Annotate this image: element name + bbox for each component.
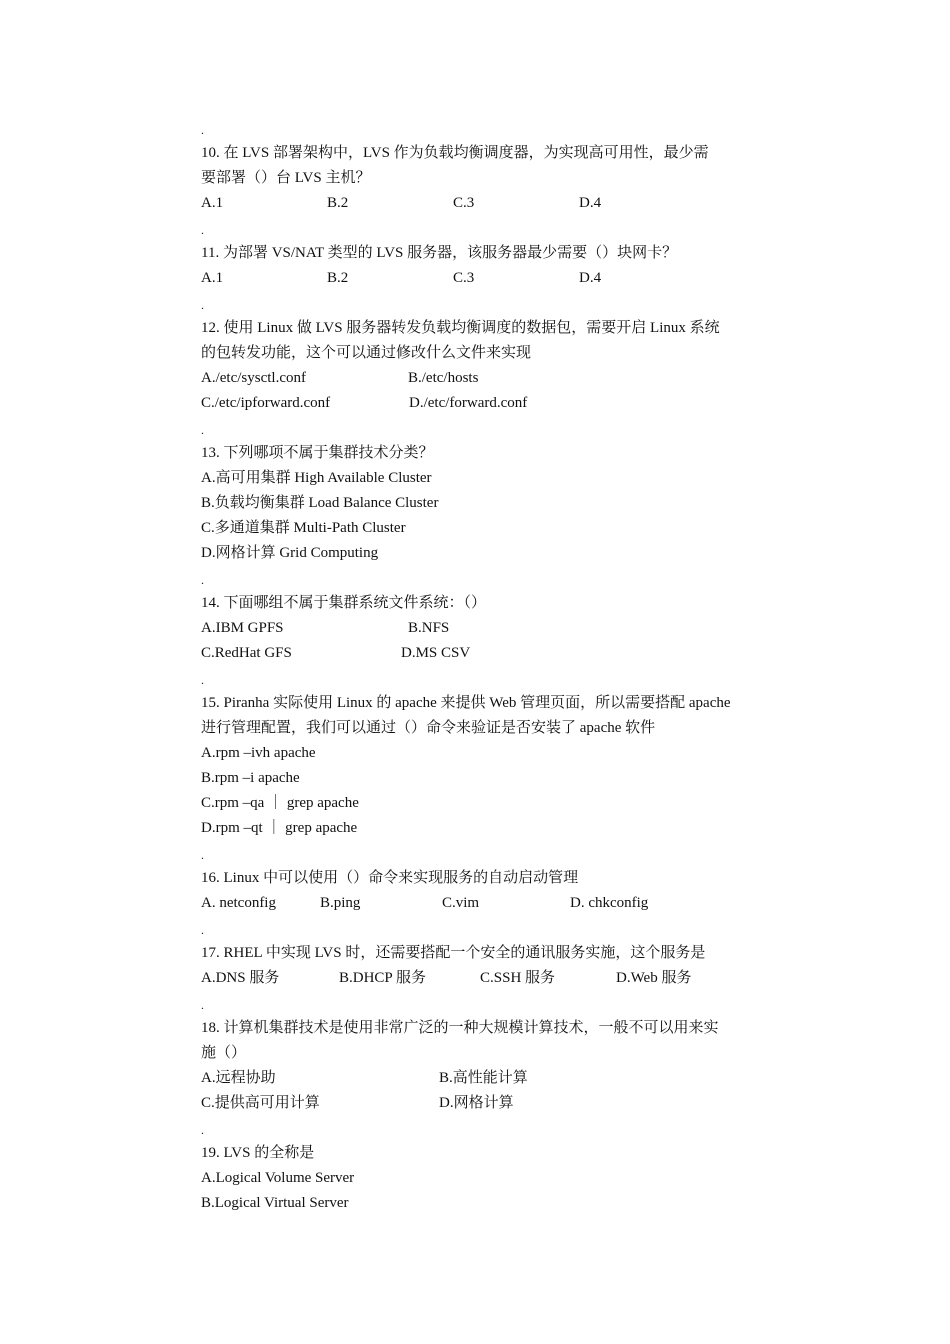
option-d: D.网格计算 Grid Computing <box>201 545 379 561</box>
question-12-text-line1: 12. 使用 Linux 做 LVS 服务器转发负载均衡调度的数据包，需要开启 Linux 系统 <box>201 320 720 336</box>
separator-dot: . <box>201 573 204 587</box>
exam-page <box>201 116 761 1216</box>
option-d: D.4 <box>579 195 602 211</box>
option-d: D./etc/forward.conf <box>409 395 528 411</box>
question-10-text-line2: 要部署（）台 LVS 主机？ <box>201 170 371 186</box>
option-a: A.rpm –ivh apache <box>201 745 316 761</box>
option-b: B./etc/hosts <box>408 370 479 386</box>
option-d: D.网格计算 <box>439 1095 514 1111</box>
option-d: D.4 <box>579 270 602 286</box>
option-b: B.高性能计算 <box>439 1070 528 1086</box>
question-16-text: 16. Linux 中可以使用（）命令来实现服务的自动启动管理 <box>201 870 579 886</box>
separator-dot: . <box>201 223 204 237</box>
separator-dot: . <box>201 298 204 312</box>
question-15-text-line2: 进行管理配置，我们可以通过（）命令来验证是否安装了 apache 软件 <box>201 720 656 736</box>
option-c: C.3 <box>453 270 475 286</box>
option-a: A./etc/sysctl.conf <box>201 370 306 386</box>
separator-dot: . <box>201 923 204 937</box>
option-b: B.ping <box>320 895 361 911</box>
option-b: B.NFS <box>408 620 450 636</box>
option-c: C.RedHat GFS <box>201 645 292 661</box>
question-16-options <box>201 891 761 916</box>
option-a: A.Logical Volume Server <box>201 1170 355 1186</box>
separator-dot: . <box>201 1123 204 1137</box>
question-10-text-line1: 10. 在 LVS 部署架构中，LVS 作为负载均衡调度器，为实现高可用性，最少需 <box>201 145 709 161</box>
question-13-text: 13. 下列哪项不属于集群技术分类？ <box>201 445 434 461</box>
option-c: C.vim <box>442 895 480 911</box>
separator-dot: . <box>201 423 204 437</box>
option-b: B.Logical Virtual Server <box>201 1195 349 1211</box>
separator-dot: . <box>201 123 204 137</box>
question-18-options-row1 <box>201 1066 761 1091</box>
option-d: D.rpm –qt ｜ grep apache <box>201 820 358 836</box>
option-c: C./etc/ipforward.conf <box>201 395 331 411</box>
question-12-options-row1 <box>201 366 761 391</box>
question-11-options <box>201 266 761 291</box>
question-14-text: 14. 下面哪组不属于集群系统文件系统：（） <box>201 595 487 611</box>
option-a: A. netconfig <box>201 895 276 911</box>
question-12-options-row2 <box>201 391 761 416</box>
question-18-text-line1: 18. 计算机集群技术是使用非常广泛的一种大规模计算技术，一般不可以用来实 <box>201 1020 719 1036</box>
option-d: D.Web 服务 <box>616 970 692 986</box>
option-b: B.rpm –i apache <box>201 770 300 786</box>
option-a: A.1 <box>201 270 224 286</box>
option-a: A.IBM GPFS <box>201 620 284 636</box>
question-10-options <box>201 191 761 216</box>
separator-dot: . <box>201 998 204 1012</box>
option-d: D. chkconfig <box>570 895 649 911</box>
separator-dot: . <box>201 673 204 687</box>
question-17-options <box>201 966 761 991</box>
question-15-text-line1: 15. Piranha 实际使用 Linux 的 apache 来提供 Web 管理页面，所以需要搭配 apache <box>201 695 731 711</box>
option-c: C.3 <box>453 195 475 211</box>
option-a: A.1 <box>201 195 224 211</box>
option-b: B.DHCP 服务 <box>339 970 426 986</box>
question-17-text: 17. RHEL 中实现 LVS 时，还需要搭配一个安全的通讯服务实施，这个服务是 <box>201 945 706 961</box>
option-b: B.2 <box>327 195 349 211</box>
question-18-options-row2 <box>201 1091 761 1116</box>
option-d: D.MS CSV <box>401 645 471 661</box>
option-c: C.rpm –qa ｜ grep apache <box>201 795 359 811</box>
option-a: A.DNS 服务 <box>201 970 280 986</box>
option-c: C.多通道集群 Multi-Path Cluster <box>201 520 406 536</box>
question-14-options-row1 <box>201 616 761 641</box>
separator-dot: . <box>201 848 204 862</box>
question-18-text-line2: 施（） <box>201 1045 247 1061</box>
option-b: B.2 <box>327 270 349 286</box>
question-14-options-row2 <box>201 641 761 666</box>
option-b: B.负载均衡集群 Load Balance Cluster <box>201 495 439 511</box>
option-c: C.SSH 服务 <box>480 970 556 986</box>
option-a: A.高可用集群 High Available Cluster <box>201 470 432 486</box>
question-12-text-line2: 的包转发功能，这个可以通过修改什么文件来实现 <box>201 345 532 361</box>
question-19-text: 19. LVS 的全称是 <box>201 1145 315 1161</box>
option-c: C.提供高可用计算 <box>201 1095 320 1111</box>
question-11-text: 11. 为部署 VS/NAT 类型的 LVS 服务器，该服务器最少需要（）块网卡？ <box>201 245 678 261</box>
option-a: A.远程协助 <box>201 1070 276 1086</box>
